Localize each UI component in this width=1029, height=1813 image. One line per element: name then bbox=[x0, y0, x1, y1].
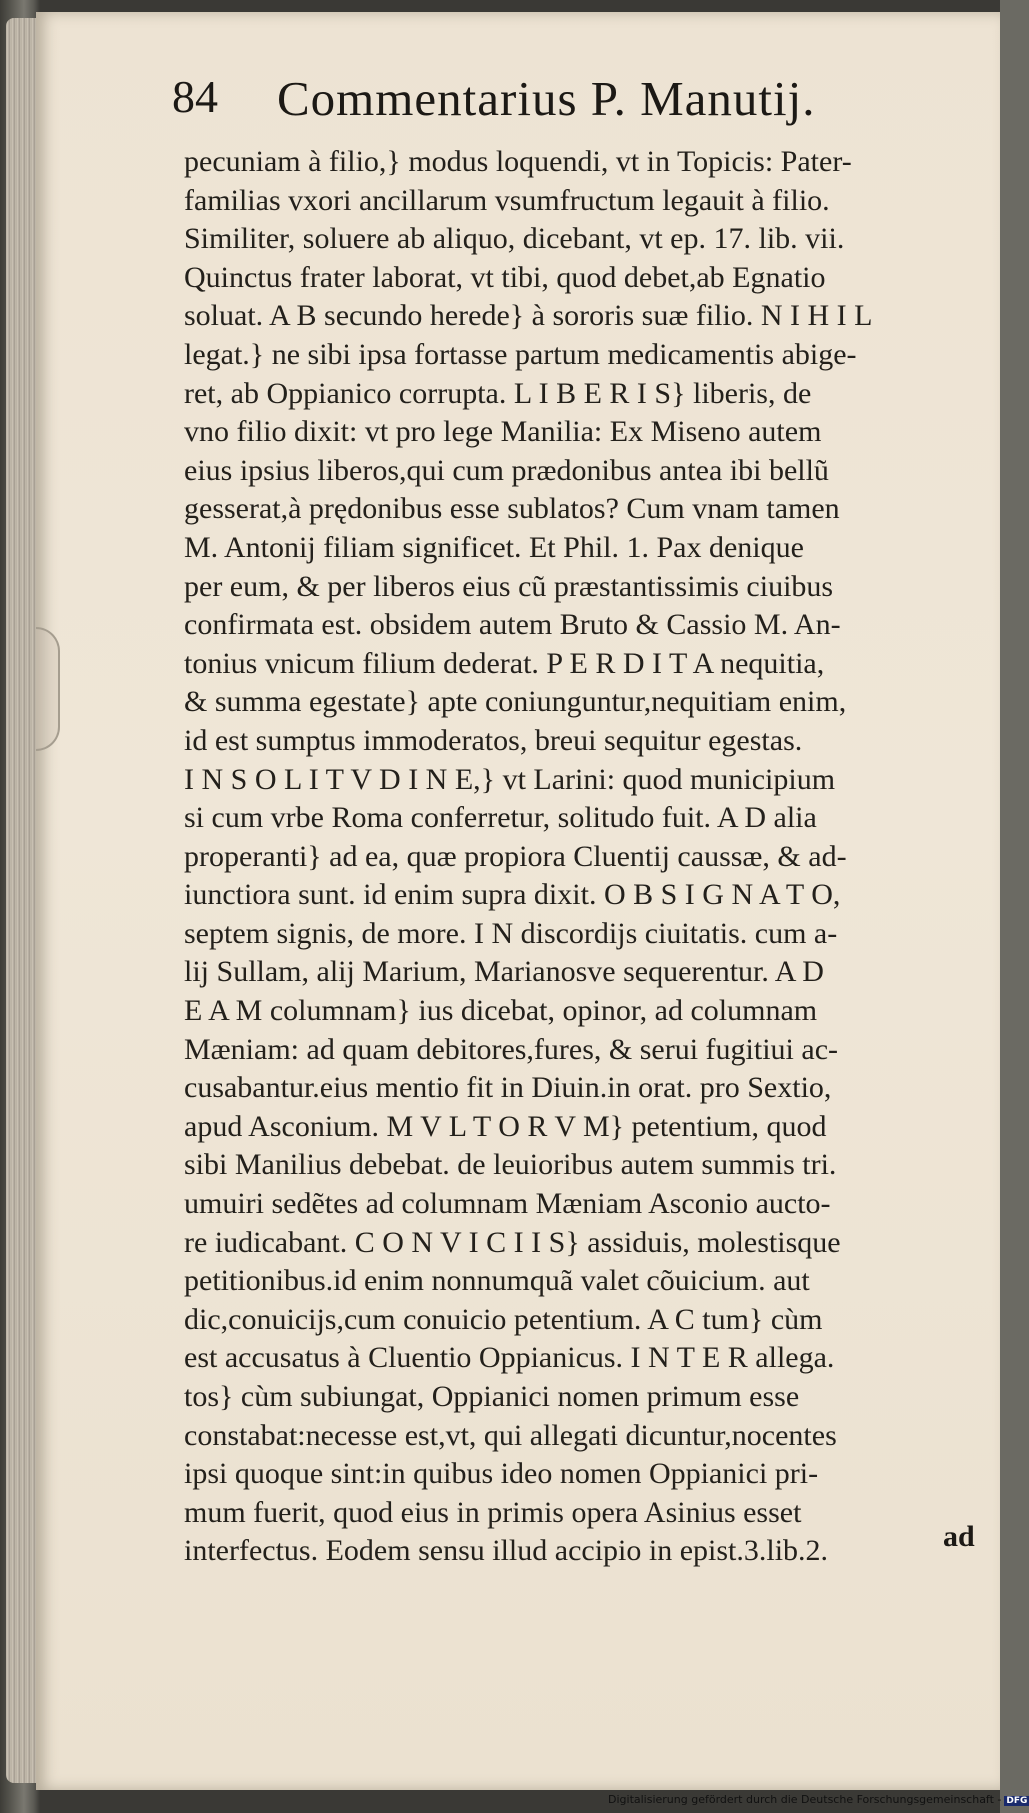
credit-text: Digitalisierung gefördert durch die Deutsche Forschungsgemeinschaft - bbox=[608, 1793, 1002, 1806]
text-line: sibi Manilius debebat. de leuioribus autem summis tri. bbox=[184, 1148, 837, 1182]
text-line: mum fuerit, quod eius in primis opera Asinius esset bbox=[184, 1495, 802, 1529]
text-line: est accusatus à Cluentio Oppianicus. I N T E R allega. bbox=[184, 1341, 835, 1375]
text-line: si cum vrbe Roma conferretur, solitudo fuit. A D alia bbox=[184, 801, 817, 835]
text-line: pecuniam à filio,} modus loquendi, vt in Topicis: Pater- bbox=[184, 145, 852, 178]
text-line: vno filio dixit: vt pro lege Manilia: Ex Miseno autem bbox=[184, 415, 822, 449]
text-line: iunctiora sunt. id enim supra dixit. O B S I G N A T O, bbox=[184, 878, 841, 912]
text-line: cusabantur.eius mentio fit in Diuin.in orat. pro Sextio, bbox=[184, 1071, 832, 1105]
text-line: legat.} ne sibi ipsa fortasse partum medicamentis abige- bbox=[184, 337, 857, 371]
text-line: interfectus. Eodem sensu illud accipio in epist.3.lib.2. bbox=[184, 1534, 829, 1568]
text-line: constabat:necesse est,vt, qui allegati dicuntur,nocentes bbox=[184, 1418, 837, 1452]
text-line: lij Sullam, alij Marium, Marianosve sequerentur. A D bbox=[184, 955, 824, 989]
text-line: gesserat,à prędonibus esse sublatos? Cum vnam tamen bbox=[184, 492, 840, 526]
text-line: dic,conuicijs,cum conuicio petentium. A C tum} cùm bbox=[184, 1302, 823, 1336]
text-line: umuiri sedẽtes ad columnam Mæniam Asconio aucto- bbox=[184, 1187, 831, 1221]
text-line: re iudicabant. C O N V I C I I S} assiduis, molestisque bbox=[184, 1225, 841, 1259]
text-line: eius ipsius liberos,qui cum prædonibus antea ibi bellũ bbox=[184, 453, 829, 487]
text-line: septem signis, de more. I N discordijs ciuitatis. cum a- bbox=[184, 916, 838, 950]
text-line: properanti} ad ea, quæ propiora Cluentij caussæ, & ad- bbox=[184, 839, 847, 873]
text-line: id est sumptus immoderatos, breui sequitur egestas. bbox=[184, 723, 803, 757]
text-line: soluat. A B secundo herede} à sororis suæ filio. N I H I L bbox=[184, 299, 873, 333]
text-line: Mæniam: ad quam debitores,fures, & serui fugitiui ac- bbox=[184, 1032, 839, 1066]
text-line: apud Asconium. M V L T O R V M} petentium, quod bbox=[184, 1109, 827, 1143]
dfg-logo: DFG bbox=[1006, 1796, 1028, 1806]
text-line: & summa egestate} apte coniunguntur,nequitiam enim, bbox=[184, 685, 847, 719]
text-line: M. Antonij filiam significet. Et Phil. 1. Pax denique bbox=[184, 530, 804, 564]
text-line: Quinctus frater laborat, vt tibi, quod debet,ab Egnatio bbox=[184, 260, 826, 294]
text-line: tonius vnicum filium dederat. P E R D I T A nequitia, bbox=[184, 646, 825, 680]
text-line: familias vxori ancillarum vsumfructum legauit à filio. bbox=[184, 183, 830, 217]
page-header bbox=[172, 70, 952, 140]
text-line: confirmata est. obsidem autem Bruto & Cassio M. An- bbox=[184, 608, 841, 642]
text-line: E A M columnam} ius dicebat, opinor, ad columnam bbox=[184, 994, 818, 1028]
running-title: Commentarius P. Manutij. bbox=[277, 71, 816, 126]
text-line: I N S O L I T V D I N E,} vt Larini: quod municipium bbox=[184, 762, 836, 796]
text-line: petitionibus.id enim nonnumquã valet cõuicium. aut bbox=[184, 1264, 810, 1298]
body-text bbox=[184, 143, 984, 1571]
text-line: per eum, & per liberos eius cũ præstantissimis ciuibus bbox=[184, 569, 834, 603]
text-line: Similiter, soluere ab aliquo, dicebant, vt ep. 17. lib. vii. bbox=[184, 222, 845, 256]
book-clasp-mark bbox=[36, 627, 60, 751]
text-line: ipsi quoque sint:in quibus ideo nomen Oppianici pri- bbox=[184, 1457, 819, 1491]
page-edges bbox=[6, 18, 40, 1783]
catchword: ad bbox=[943, 1520, 975, 1553]
page-number: 84 bbox=[172, 71, 218, 122]
text-line: ret, ab Oppianico corrupta. L I B E R I S} liberis, de bbox=[184, 376, 812, 410]
text-line: tos} cùm subiungat, Oppianici nomen primum esse bbox=[184, 1380, 800, 1413]
digitization-credit bbox=[608, 1793, 1029, 1806]
